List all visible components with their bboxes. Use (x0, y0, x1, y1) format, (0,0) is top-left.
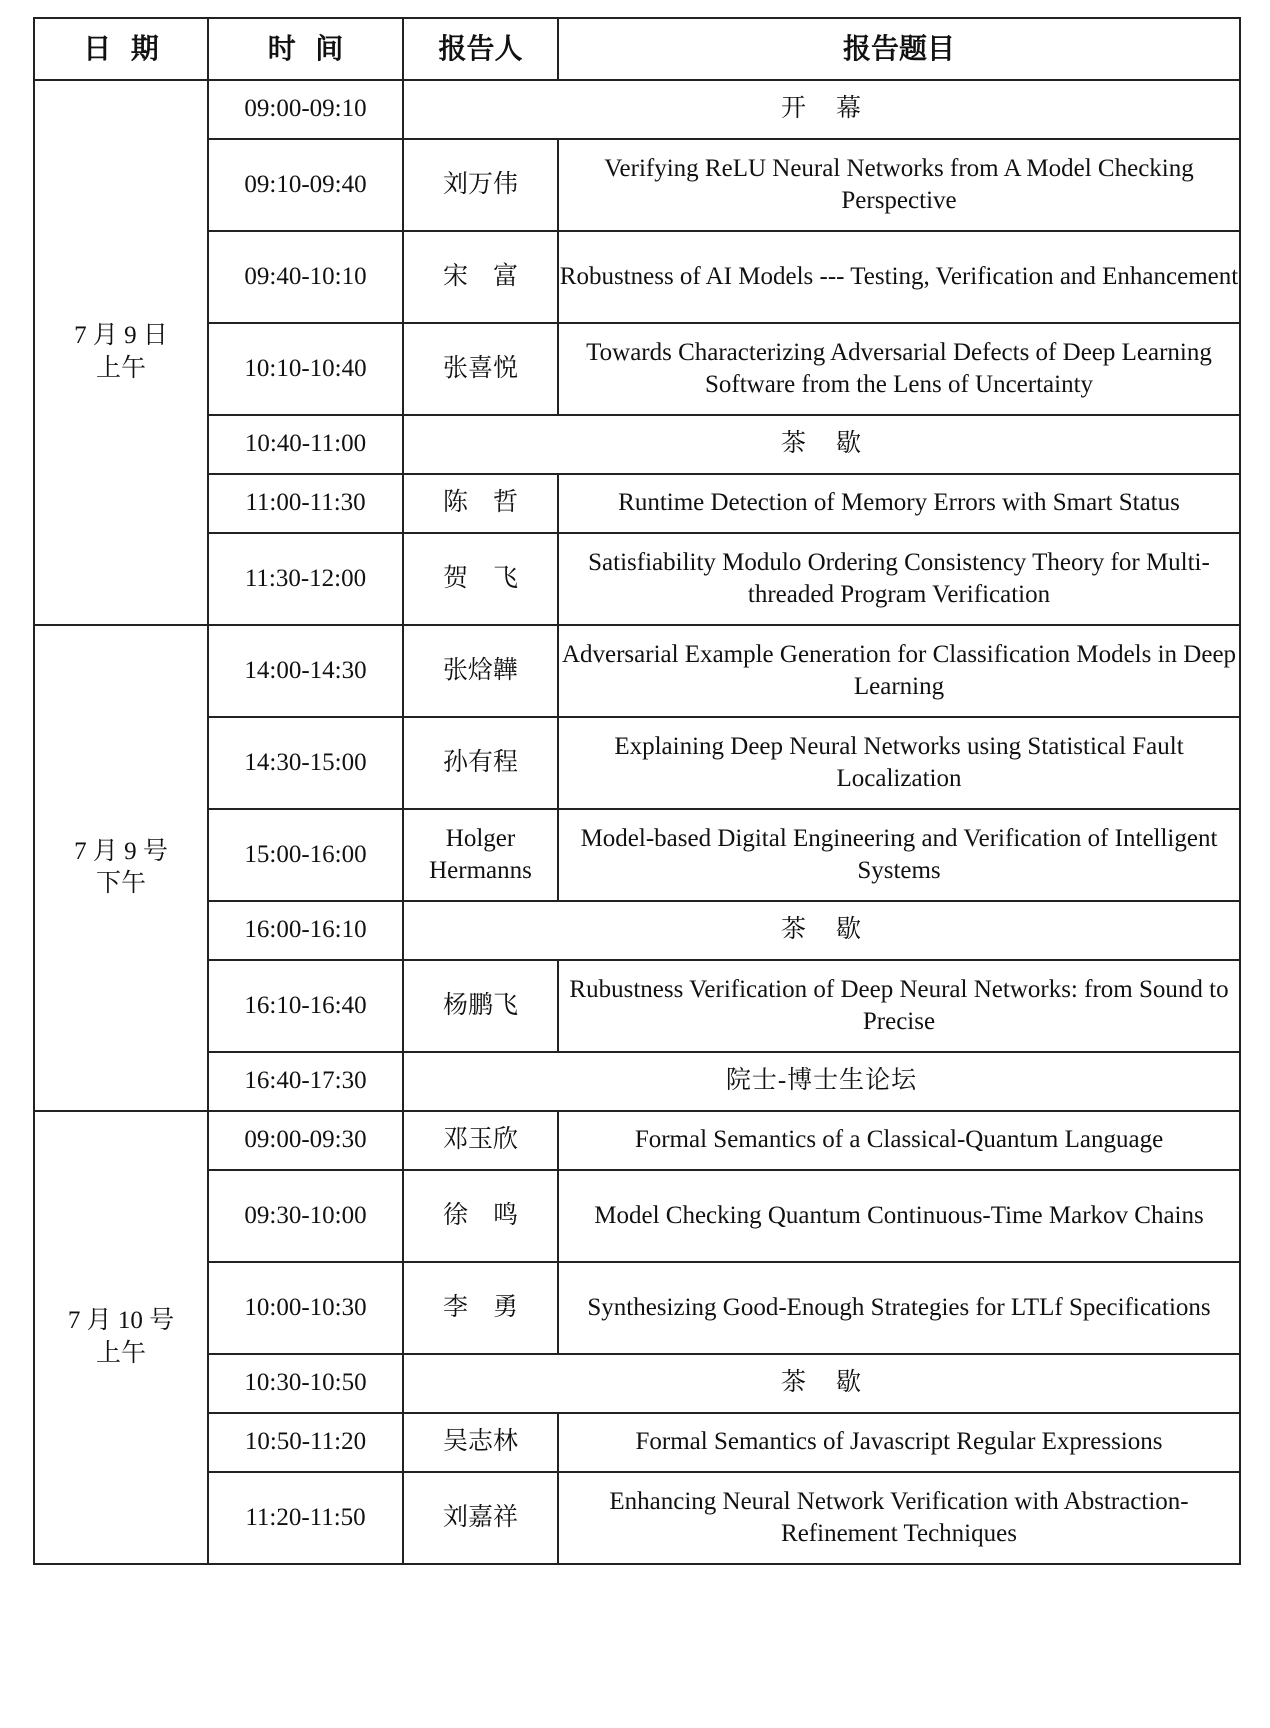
table-row (34, 231, 1240, 323)
header-row (34, 18, 1240, 80)
time-cell: 10:50-11:20 (208, 1413, 403, 1472)
speaker-cell: 陈 哲 (403, 474, 558, 533)
event-cell: 开 幕 (403, 80, 1240, 139)
speaker-cell: 宋 富 (403, 231, 558, 323)
time-cell: 14:30-15:00 (208, 717, 403, 809)
schedule-body (34, 80, 1240, 1564)
time-cell: 11:30-12:00 (208, 533, 403, 625)
time-cell: 10:10-10:40 (208, 323, 403, 415)
speaker-cell: 李 勇 (403, 1262, 558, 1354)
time-cell: 16:10-16:40 (208, 960, 403, 1052)
table-row (34, 323, 1240, 415)
time-cell: 09:00-09:10 (208, 80, 403, 139)
event-cell: 院士-博士生论坛 (403, 1052, 1240, 1111)
speaker-cell: 张喜悦 (403, 323, 558, 415)
schedule-table (33, 17, 1241, 1565)
table-row (34, 1472, 1240, 1564)
event-cell: 茶 歇 (403, 1354, 1240, 1413)
speaker-cell: 刘万伟 (403, 139, 558, 231)
speaker-cell: 杨鹏飞 (403, 960, 558, 1052)
topic-cell: Formal Semantics of a Classical-Quantum Language (558, 1111, 1240, 1170)
header-topic: 报告题目 (558, 18, 1240, 80)
date-line: 7 月 9 号 (74, 837, 168, 865)
table-row (34, 1052, 1240, 1111)
table-row (34, 533, 1240, 625)
speaker-cell: 吴志林 (403, 1413, 558, 1472)
time-cell: 10:40-11:00 (208, 415, 403, 474)
date-cell (34, 625, 208, 1111)
period-line: 下午 (95, 870, 146, 897)
time-cell: 09:30-10:00 (208, 1170, 403, 1262)
speaker-cell: 邓玉欣 (403, 1111, 558, 1170)
speaker-cell: 徐 鸣 (403, 1170, 558, 1262)
table-row (34, 474, 1240, 533)
speaker-cell: 刘嘉祥 (403, 1472, 558, 1564)
topic-cell: Robustness of AI Models --- Testing, Verification and Enhancement (558, 231, 1240, 323)
date-cell (34, 1111, 208, 1564)
table-row (34, 717, 1240, 809)
table-row (34, 1262, 1240, 1354)
table-row (34, 139, 1240, 231)
time-cell: 09:00-09:30 (208, 1111, 403, 1170)
time-cell: 09:10-09:40 (208, 139, 403, 231)
time-cell: 16:40-17:30 (208, 1052, 403, 1111)
table-row (34, 901, 1240, 960)
table-row (34, 80, 1240, 139)
speaker-cell: 张焓韡 (403, 625, 558, 717)
time-cell: 11:00-11:30 (208, 474, 403, 533)
time-cell: 09:40-10:10 (208, 231, 403, 323)
topic-cell: Verifying ReLU Neural Networks from A Model Checking Perspective (558, 139, 1240, 231)
table-row (34, 415, 1240, 474)
topic-cell: Towards Characterizing Adversarial Defects of Deep Learning Software from the Lens of Uncertainty (558, 323, 1240, 415)
table-row (34, 1413, 1240, 1472)
topic-cell: Synthesizing Good-Enough Strategies for LTLf Specifications (558, 1262, 1240, 1354)
time-cell: 10:30-10:50 (208, 1354, 403, 1413)
table-row (34, 1111, 1240, 1170)
speaker-cell: Holger Hermanns (403, 809, 558, 901)
topic-cell: Explaining Deep Neural Networks using Statistical Fault Localization (558, 717, 1240, 809)
header-date: 日 期 (34, 18, 208, 80)
date-line: 7 月 9 日 (74, 322, 168, 349)
header-speaker: 报告人 (403, 18, 558, 80)
event-cell: 茶 歇 (403, 901, 1240, 960)
topic-cell: Model Checking Quantum Continuous-Time Markov Chains (558, 1170, 1240, 1262)
time-cell: 15:00-16:00 (208, 809, 403, 901)
table-row (34, 625, 1240, 717)
time-cell: 14:00-14:30 (208, 625, 403, 717)
time-cell: 16:00-16:10 (208, 901, 403, 960)
period-line: 上午 (95, 354, 146, 382)
table-row (34, 1354, 1240, 1413)
speaker-cell: 贺 飞 (403, 533, 558, 625)
time-cell: 10:00-10:30 (208, 1262, 403, 1354)
time-cell: 11:20-11:50 (208, 1472, 403, 1564)
speaker-cell: 孙有程 (403, 717, 558, 809)
topic-cell: Runtime Detection of Memory Errors with Smart Status (558, 474, 1240, 533)
topic-cell: Enhancing Neural Network Verification with Abstraction-Refinement Techniques (558, 1472, 1240, 1564)
topic-cell: Satisfiability Modulo Ordering Consistency Theory for Multi-threaded Program Verification (558, 533, 1240, 625)
date-line: 7 月 10 号 (67, 1307, 175, 1334)
header-time: 时 间 (208, 18, 403, 80)
table-row (34, 809, 1240, 901)
table-row (34, 960, 1240, 1052)
topic-cell: Formal Semantics of Javascript Regular Expressions (558, 1413, 1240, 1472)
topic-cell: Adversarial Example Generation for Classification Models in Deep Learning (558, 625, 1240, 717)
period-line: 上午 (95, 1339, 146, 1367)
event-cell: 茶 歇 (403, 415, 1240, 474)
table-row (34, 1170, 1240, 1262)
date-cell (34, 80, 208, 625)
topic-cell: Model-based Digital Engineering and Verification of Intelligent Systems (558, 809, 1240, 901)
topic-cell: Rubustness Verification of Deep Neural Networks: from Sound to Precise (558, 960, 1240, 1052)
